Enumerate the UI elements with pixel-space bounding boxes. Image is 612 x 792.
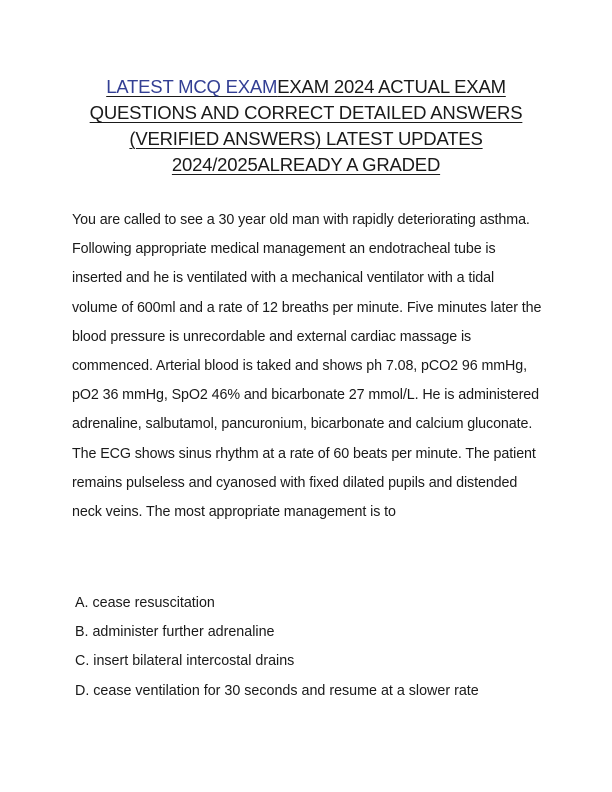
title-link[interactable]: LATEST MCQ EXAM xyxy=(106,76,278,97)
option-b: B. administer further adrenaline xyxy=(75,624,275,641)
option-a: A. cease resuscitation xyxy=(75,595,215,611)
title-text: EXAM 2024 ACTUAL EXAM QUESTIONS AND CORRECT DETAILED ANSWERS (VERIFIED ANSWERS) LATEST UPDATES 2024/2025ALREADY A GRADED xyxy=(89,76,523,175)
option-c: C. insert bilateral intercostal drains xyxy=(75,653,295,670)
answer-options xyxy=(75,589,545,706)
question-text: You are called to see a 30 year old man with rapidly deteriorating asthma. Following appropriate medical management an endotracheal tube is inserted and he is ventilated with a mechanical ventilator with a tidal volume of 600ml and a rate of 12 breaths per minute. Five minutes later the blood pressure is unrecordable and external cardiac massage is commenced. Arterial blood is taked and shows ph 7.08, pCO2 96 mmHg, pO2 36 mmHg, SpO2 46% and bicarbonate 27 mmol/L. He is administered adrenaline, salbutamol, pancuronium, bicarbonate and calcium gluconate. The ECG shows sinus rhythm at a rate of 60 beats per minute. The patient remains pulseless and cyanosed with fixed dilated pupils and distended neck veins. The most appropriate management is to xyxy=(72,212,542,521)
document-title xyxy=(60,74,552,178)
option-d: D. cease ventilation for 30 seconds and resume at a slower rate xyxy=(75,682,479,699)
